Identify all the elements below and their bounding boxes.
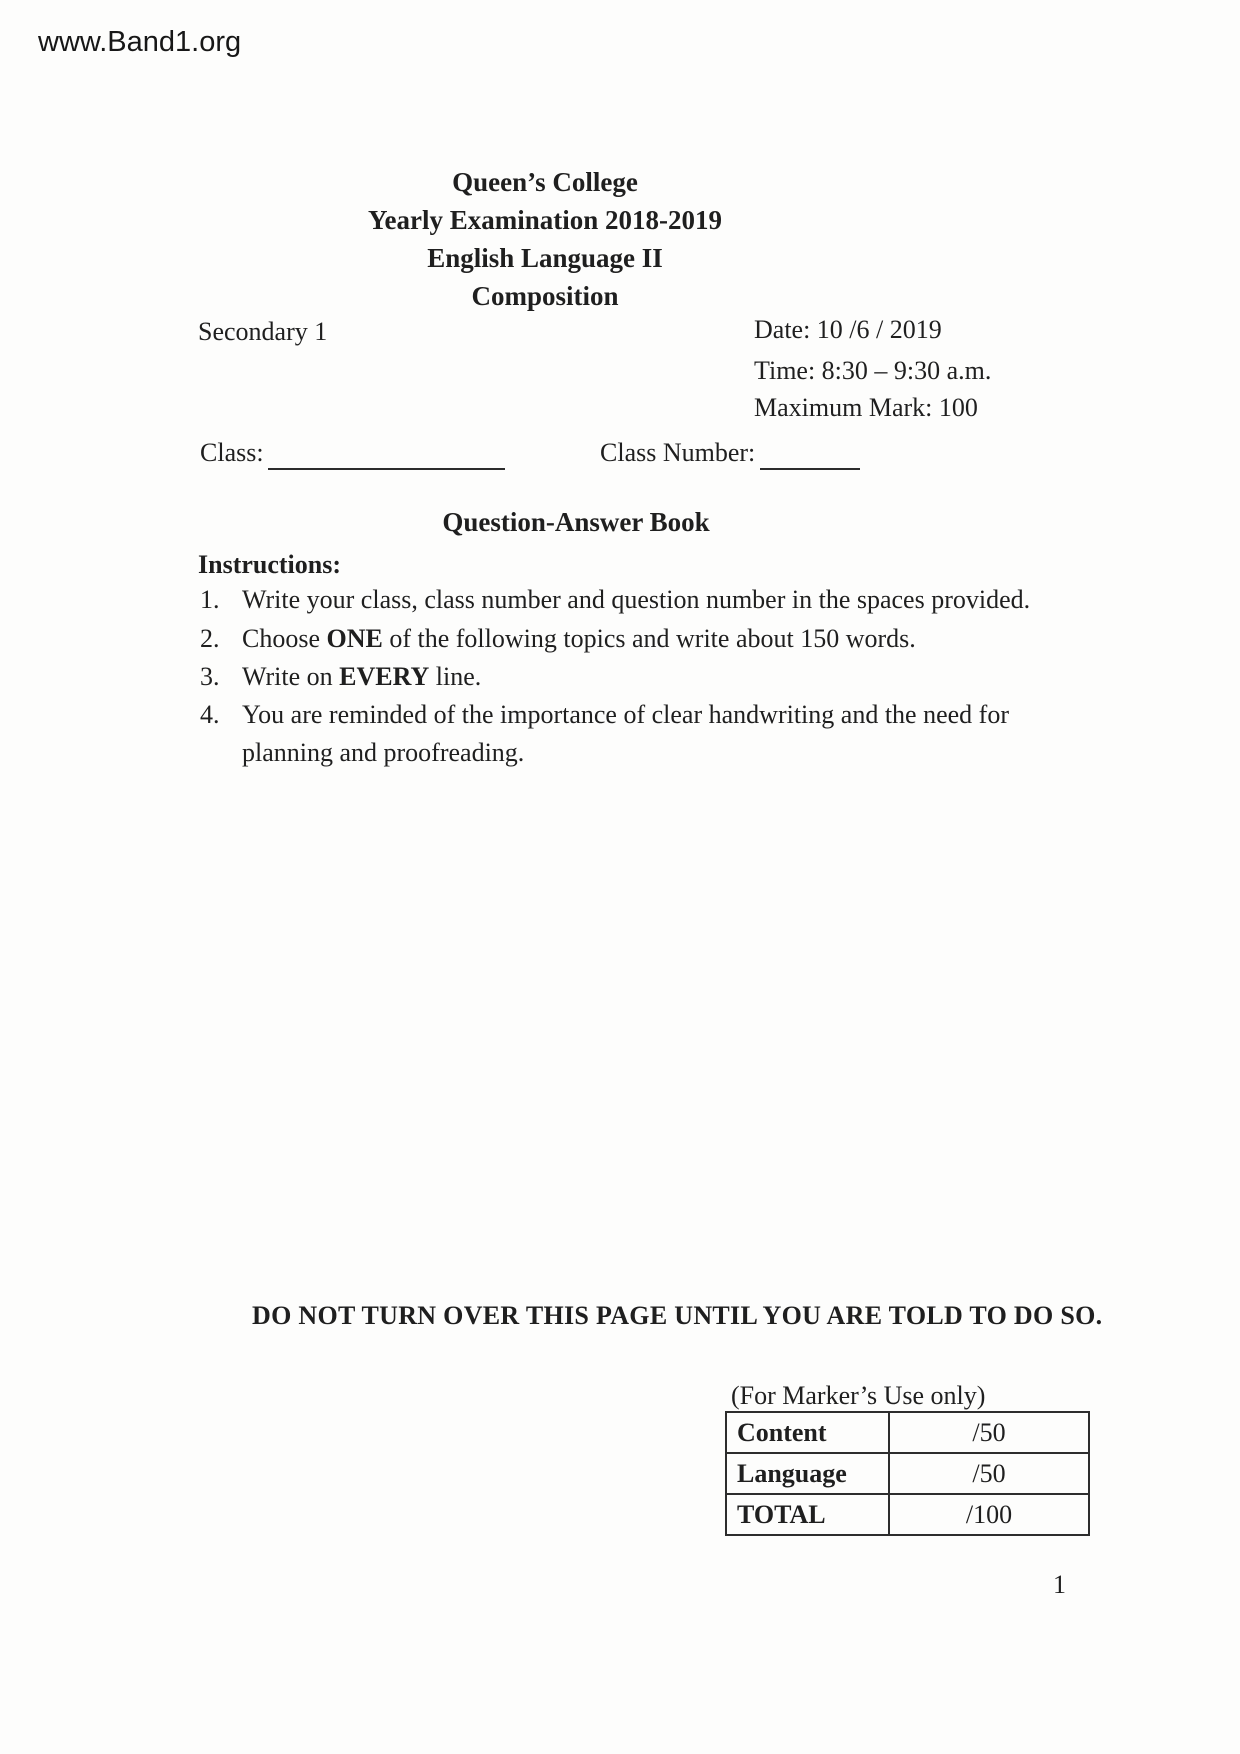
instruction-number: 2.: [200, 624, 220, 653]
paper-title: Composition: [471, 281, 619, 311]
score-row-value: /50: [889, 1412, 1089, 1453]
exam-header: [245, 163, 845, 315]
instruction-item-3: [200, 661, 481, 693]
date-label: Date: 10 /6 / 2019: [754, 315, 942, 344]
instruction-text-line1: You are reminded of the importance of clear handwriting and the need for: [242, 700, 1009, 729]
class-blank-line: [268, 440, 505, 470]
instruction-text-pre: Write on: [242, 662, 340, 691]
exam-title: Yearly Examination 2018-2019: [368, 205, 722, 235]
instruction-number: 3.: [200, 662, 220, 691]
instruction-text-post: of the following topics and write about 150 words.: [382, 624, 916, 653]
instruction-item-4: [200, 699, 1009, 731]
score-row-label: Content: [726, 1412, 889, 1453]
do-not-turn-over-notice: DO NOT TURN OVER THIS PAGE UNTIL YOU ARE TOLD TO DO SO.: [252, 1301, 1103, 1330]
instruction-item-1: [200, 584, 1030, 616]
instruction-item-4-continued: [242, 737, 524, 769]
score-row-label: Language: [726, 1453, 889, 1494]
maximum-mark-label: Maximum Mark: 100: [754, 393, 978, 422]
table-row: [726, 1494, 1089, 1535]
instruction-text-post: line.: [429, 662, 482, 691]
instructions-heading: Instructions:: [198, 550, 342, 579]
instruction-item-2: [200, 623, 916, 655]
score-row-label: TOTAL: [726, 1494, 889, 1535]
question-answer-book-title: Question-Answer Book: [442, 507, 710, 537]
marker-score-table: [725, 1411, 1090, 1536]
level-label: Secondary 1: [198, 317, 328, 346]
watermark-url: www.Band1.org: [38, 26, 242, 58]
instruction-emphasis: EVERY: [339, 662, 430, 691]
class-number-blank-line: [760, 440, 860, 470]
instruction-text-pre: Choose: [242, 624, 327, 653]
table-row: [726, 1453, 1089, 1494]
marker-table-caption: (For Marker’s Use only): [731, 1381, 986, 1410]
school-name: Queen’s College: [452, 167, 638, 197]
page-number: 1: [1053, 1570, 1066, 1599]
class-field-label: Class:: [200, 438, 264, 467]
instruction-text-line2: planning and proofreading.: [242, 738, 525, 767]
instruction-number: 4.: [200, 700, 220, 729]
subject-title: English Language II: [427, 243, 663, 273]
table-row: [726, 1412, 1089, 1453]
class-number-field-label: Class Number:: [600, 438, 756, 467]
instruction-text: Write your class, class number and question number in the spaces provided.: [242, 585, 1031, 614]
score-row-value: /100: [889, 1494, 1089, 1535]
time-label: Time: 8:30 – 9:30 a.m.: [754, 356, 992, 385]
instruction-number: 1.: [200, 585, 220, 614]
instruction-emphasis: ONE: [326, 624, 383, 653]
score-row-value: /50: [889, 1453, 1089, 1494]
